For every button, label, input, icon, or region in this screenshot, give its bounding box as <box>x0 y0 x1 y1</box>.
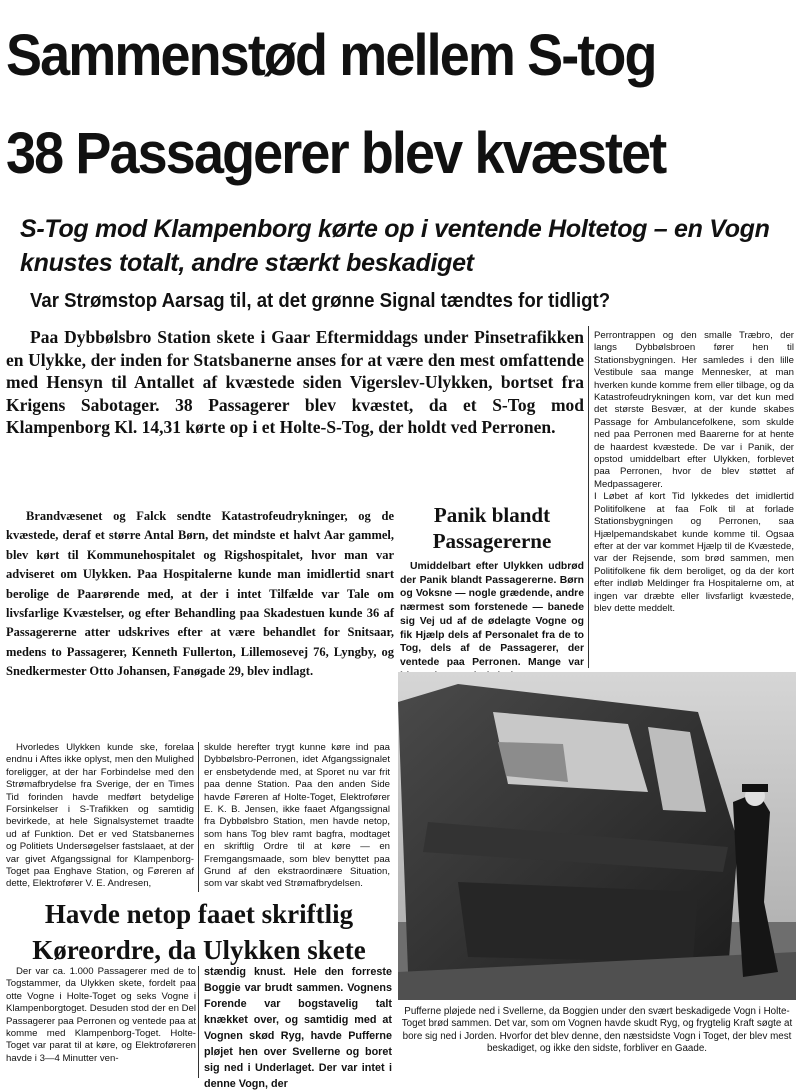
train-wreck-photo <box>398 672 796 1000</box>
photo-caption: Pufferne pløjede ned i Svellerne, da Boggien under den svært beskadigede Vogn i Holte-Toget brød sammen. Det var, som om Vognen havde skudt Ryg, og frygtelig Kraft søgte at bore sig ned i Jorden. Hvorfor det blev denne, den næstsidste Vogn i Toget, der blev mest beskadiget, og ikke den sidste, forbliver en Gaade. <box>401 1006 793 1055</box>
column-b-text: skulde herefter trygt kunne køre ind paa Dybbølsbro-Perronen, idet Afgangssignalet er ensbetydende med, at Sporet nu var frit paa denne Station. Paa den anden Side havde Føreren af Holte-Toget, Elektrofører E. K. B. Jensen, ikke faaet Afgangssignal fra Dybbølsbro Station, men havde netop, som hans Tog blev ramt bagfra, modtaget en skriftlig Ordre til at køre — en Fremgangsmaade, som blev benyttet paa Grund af den ekstraordinære Situation, som var skabt ved Strømafbrydelsen. <box>204 742 390 890</box>
headline-line-2: 38 Passagerer blev kvæstet <box>6 121 666 186</box>
panik-title: Panik blandt Passagererne <box>432 503 552 553</box>
bottom-left-text: Der var ca. 1.000 Passagerer med de to Togstammer, da Ulykken skete, fordelt paa otte Vogne i Holte-Toget og seks Vogne i Klampenborgtoget. Desuden stod der en Del Passagerer paa Perronen og ventede paa at komme med Klampenborg-Toget. Holte-Toget var parat til at køre, og Elektroføreren havde i 3—4 Minutter ven- <box>6 966 196 1064</box>
second-headline: Havde netop faaet skriftlig Køreordre, da Ulykken skete <box>32 899 366 965</box>
panik-body: Umiddelbart efter Ulykken udbrød der Panik blandt Passagererne. Børn og Voksne — nogle grædende, andre nærmest som forstenede — banede sig Vej ud af de ødelagte Vogne og fik Hjælp dels af Personalet fra de to Tog, dels af de Passagerer, der ventede paa Perronen. Mange var <box>400 561 584 668</box>
right-column-text: Perrontrappen og den smalle Træbro, der langs Dybbølsbroen fører hen til Stationsbygningen. Her samledes i den lille Vestibule saa mange Mennesker, at man hverken kunde komme frem eller tilbage, og da Katastrofeudrykningen kom, var det kun med det største Besvær, at der kunde skabes Passage for Ambulancefolkene, som skulde ned paa Perronen med Baarerne for at hente de haardest kvæstede. De var i Panik, der opstod umiddelbart efter Ulykken, forblevet paa Perronen, hvor de blev støttet af Medpassagerer. I Løbet af kort Tid lykkedes det imidlertid Politifolkene at faa Folk til at forlade Stationsbygningen og Perronen, saa Hjælpemandskabet kunde komme til. Ogsaa efter at der var kommet Hjælp til de Kvæstede, var der Rejsende, som brød sammen, men Politifolkene fik dem beroliget, og da der kort efter indløb Meldinger fra Hospitalerne om, at ingen var dræbte eller livsfarligt kvæstede, blev dette meddelt. <box>594 330 794 614</box>
column-a-text: Hvorledes Ulykken kunde ske, forelaa endnu i Aftes ikke oplyst, men den Mulighed foreligger, at der har Forbindelse med den Strømafbrydelse fra Sverige, der en Times Tid forinden havde medført betydelige Forsinkelser i S-Trafikken og samtidig bevirkede, at hele Signalsystemet traadte ud af Funktion. Det er ved Statsbanernes og Politiets Undersøgelser fastslaaet, at der var givet Afgangssignal for Klampenborg-Toget paa Enghave Station, og Føreren af dette, Elektrofører V. E. Andresen, <box>6 742 194 890</box>
column-rule-bottom <box>198 966 199 1078</box>
column-rule-ab <box>198 742 199 892</box>
bottom-mid-text: stændig knust. Hele den forreste Boggie var brudt sammen. Vognens Forende var bogstavelig talt knækket over, og samtidig med at Vognen skød Ryg, havde Pufferne pløjet hen over Svellerne og boret sig ned i Underlaget. Der var intet i denne Vogn, der <box>204 966 392 1090</box>
photo-illustration <box>398 672 796 1000</box>
second-paragraph: Brandvæsenet og Falck sendte Katastrofeudrykninger, og de kvæstede, deraf et større Antal Børn, det mindste et halvt Aar gammel, blev kørt til Kommunehospitalet og Rigshospitalet, hvor man var adviseret om Ulykken. Paa Hospitalerne kunde man imidlertid snart berolige de Paarørende med, at der i intet Tilfælde var Tale om livsfarlige Kvæstelser, og efter Behandling paa Skadestuen kunde 36 af Passagererne atter udskrives efter at være behandlet for Snitsaar, medens to Passagerer, Kenneth Fullerton, Lillemosevej 76, Lyngby, og Snedkermester Otto Johansen, Fanøgade 29, blev indlagt. <box>6 509 394 679</box>
panik-section <box>400 502 584 697</box>
lead-paragraph: Paa Dybbølsbro Station skete i Gaar Eftermiddags under Pinsetrafikken en Ulykke, der inden for Statsbanerne anses for at være den mest omfattende med Hensyn til Antallet af kvæstede siden Vigerslev-Ulykken, bortset fra Krigens Sabotager. 38 Passagerer blev kvæstet, da et S-Tog mod Klampenborg Kl. 14,31 kørte op i et Holte-S-Tog, der holdt ved Perronen. <box>6 327 584 438</box>
column-rule-right <box>588 326 589 668</box>
headline-line-1: Sammenstød mellem S-tog <box>6 23 656 88</box>
question-headline: Var Strømstop Aarsag til, at det grønne Signal tændtes for tidligt? <box>30 290 611 312</box>
subheadline: S-Tog mod Klampenborg kørte op i ventende Holtetog – en Vogn knustes totalt, andre stærkt beskadiget <box>20 215 770 277</box>
